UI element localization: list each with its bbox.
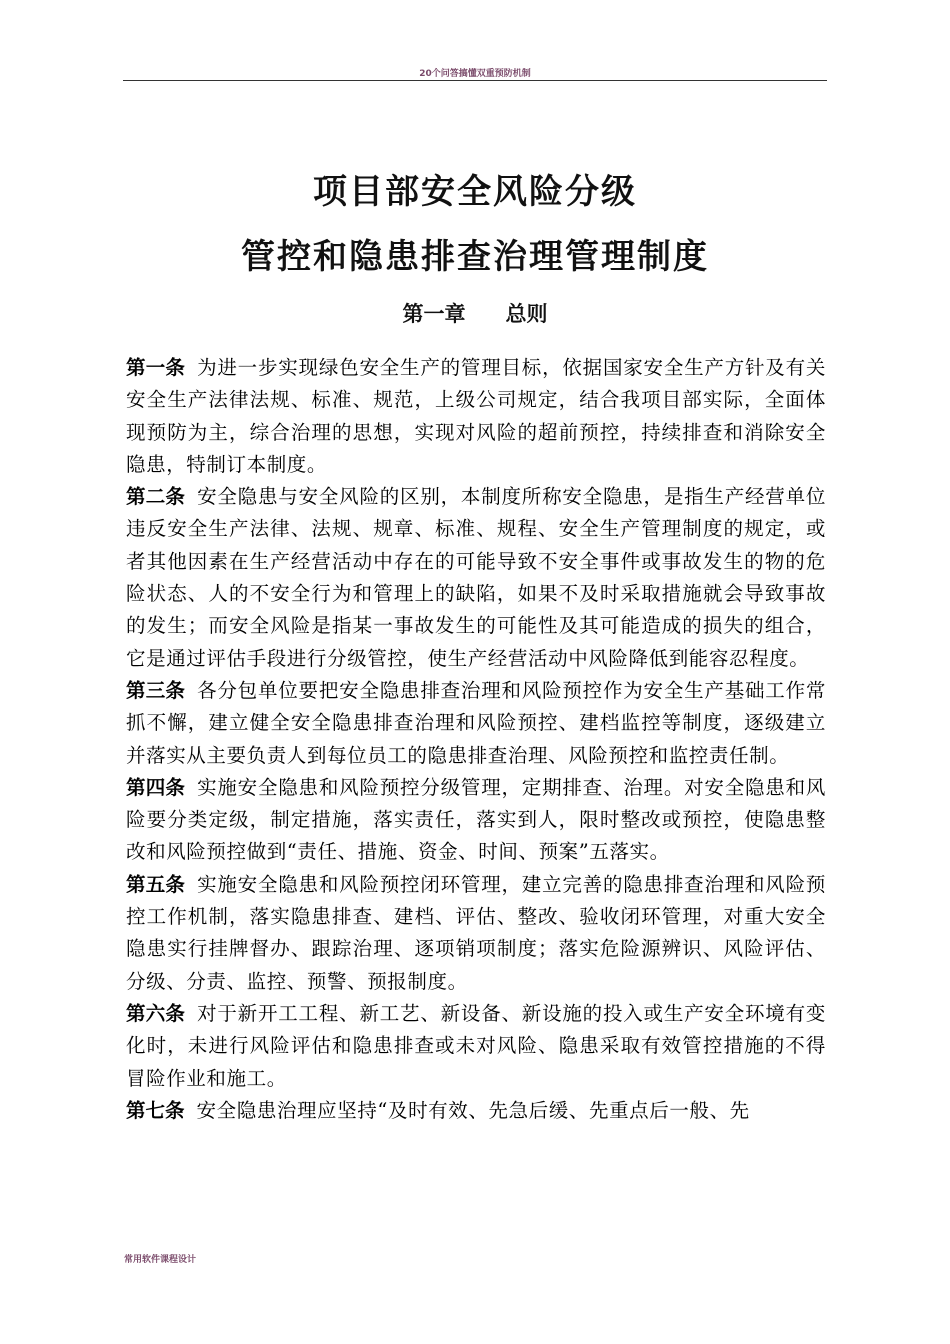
article-6 <box>126 998 826 1095</box>
document-title-line-2: 管控和隐患排查治理管理制度 <box>241 237 709 277</box>
article-5 <box>126 869 826 998</box>
page-header-text: 20个问答搞懂双重预防机制 <box>419 69 531 79</box>
header-divider <box>123 80 827 81</box>
article-text: 安全隐患治理应坚持“及时有效、先急后缓、先重点后一般、先 <box>196 1098 750 1122</box>
article-number: 第一条 <box>126 356 186 379</box>
article-3 <box>126 675 826 772</box>
article-number: 第五条 <box>126 872 186 896</box>
article-text: 各分包单位要把安全隐患排查治理和风险预控作为安全生产基础工作常抓不懈，建立健全安全隐患排查治理和风险预控、建档监控等制度，逐级建立并落实从主要负责人到每位员工的隐患排查治理、风险预控和监控责任制。 <box>126 678 826 767</box>
article-number: 第三条 <box>126 678 186 702</box>
page-footer-text: 常用软件课程设计 <box>124 1255 197 1265</box>
article-4 <box>126 772 826 869</box>
article-number: 第四条 <box>126 775 186 799</box>
chapter-name: 总则 <box>505 302 548 326</box>
article-number: 第七条 <box>126 1098 185 1122</box>
article-text: 对于新开工工程、新工艺、新设备、新设施的投入或生产安全环境有变化时，未进行风险评估和隐患排查或未对风险、隐患采取有效管控措施的不得冒险作业和施工。 <box>126 1001 826 1090</box>
article-2 <box>126 481 826 675</box>
document-body <box>126 352 826 1127</box>
article-text: 为进一步实现绿色安全生产的管理目标，依据国家安全生产方针及有关安全生产法律法规、标准、规范，上级公司规定，结合我项目部实际，全面体现预防为主，综合治理的思想，实现对风险的超前预控，持续排查和消除安全隐患，特制订本制度。 <box>126 356 826 476</box>
article-text: 实施安全隐患和风险预控闭环管理，建立完善的隐患排查治理和风险预控工作机制，落实隐患排查、建档、评估、整改、验收闭环管理，对重大安全隐患实行挂牌督办、跟踪治理、逐项销项制度；落实危险源辨识、风险评估、分级、分责、监控、预警、预报制度。 <box>126 872 826 993</box>
article-number: 第六条 <box>126 1001 186 1025</box>
article-7 <box>126 1095 826 1127</box>
article-text: 安全隐患与安全风险的区别，本制度所称安全隐患，是指生产经营单位违反安全生产法律、法规、规章、标准、规程、安全生产管理制度的规定，或者其他因素在生产经营活动中存在的可能导致不安全事件或事故发生的物的危险状态、人的不安全行为和管理上的缺陷，如果不及时采取措施就会导致事故的发生；而安全风险是指某一事故发生的可能性及其可能造成的损失的组合，它是通过评估手段进行分级管控，使生产经营活动中风险降低到能容忍程度。 <box>126 485 826 670</box>
article-number: 第二条 <box>126 485 186 509</box>
chapter-number: 第一章 <box>402 302 466 326</box>
article-1 <box>126 352 826 481</box>
document-title-line-1: 项目部安全风险分级 <box>313 172 637 212</box>
article-text: 实施安全隐患和风险预控分级管理，定期排查、治理。对安全隐患和风险要分类定级，制定措施，落实责任，落实到人，限时整改或预控，使隐患整改和风险预控做到“责任、措施、资金、时间、预案”五落实。 <box>126 775 826 864</box>
chapter-heading <box>0 298 950 328</box>
